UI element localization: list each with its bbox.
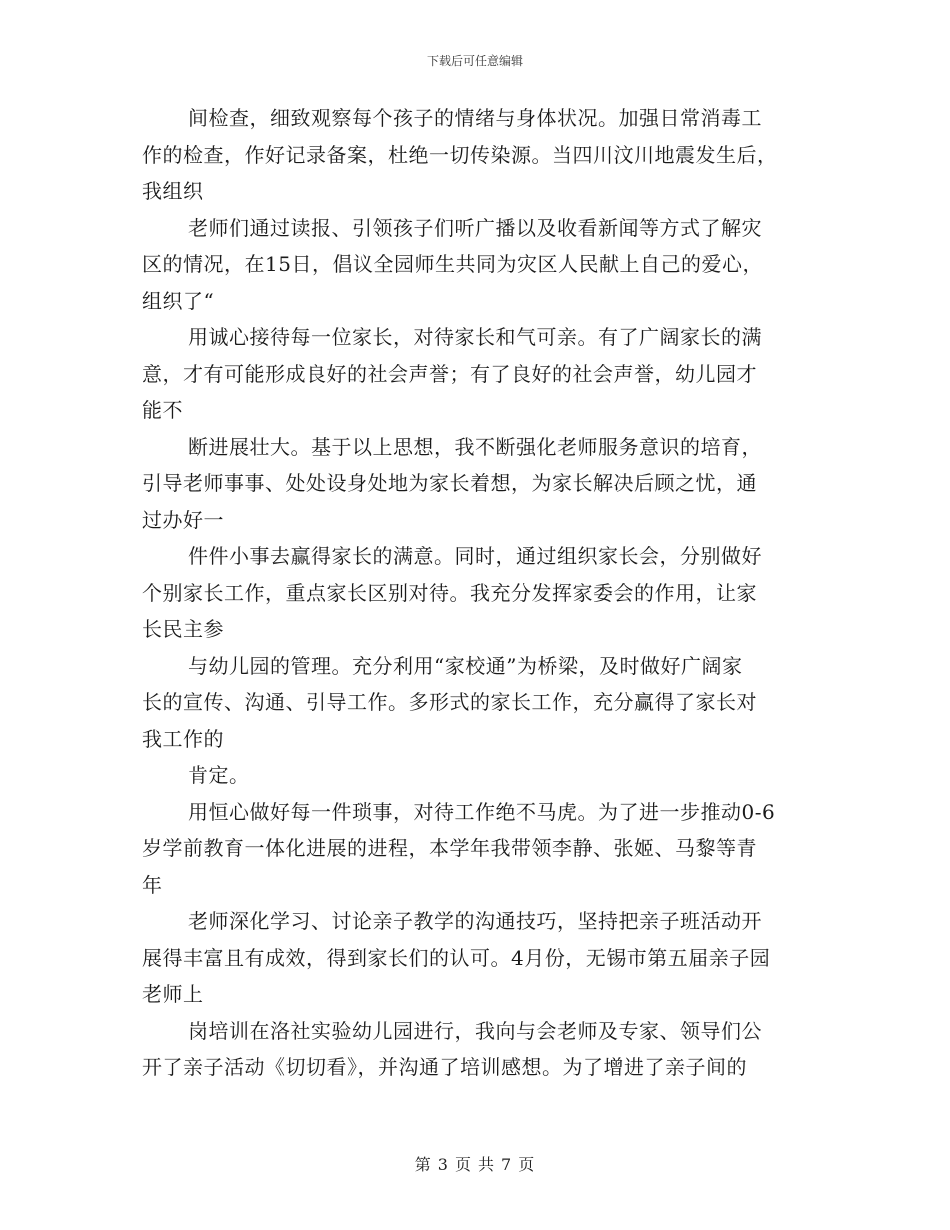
text-line: 岁学前教育一体化进展的进程，本学年我带领李静、张姬、马黎等青 <box>142 836 757 860</box>
paragraph <box>142 100 822 210</box>
text-line: 个别家长工作，重点家长区别对待。我充分发挥家委会的作用，让家 <box>142 580 757 605</box>
page-label-mid: 页 <box>454 1155 472 1174</box>
paragraph <box>142 210 822 320</box>
text-line: 岗培训在洛社实验幼儿园进行，我向与会老师及专家、领导们公 <box>188 1018 762 1043</box>
page-label-prefix: 第 <box>414 1155 432 1174</box>
page-total-number: 7 <box>501 1155 513 1174</box>
paragraph <box>142 794 822 904</box>
paragraph <box>142 319 822 429</box>
paragraph <box>142 757 822 794</box>
text-line: 长的宣传、沟通、引导工作。多形式的家长工作，充分赢得了家长对 <box>142 690 757 714</box>
page-total-prefix: 共 <box>478 1155 496 1174</box>
page-label-suffix: 页 <box>518 1155 536 1174</box>
text-line: 我组织 <box>142 179 204 203</box>
page-header-note: 下载后可任意编辑 <box>426 54 523 68</box>
page-current-number: 3 <box>437 1155 449 1174</box>
page-number-footer <box>0 1152 950 1175</box>
document-body <box>142 100 822 1086</box>
text-line: 引导老师事事、处处设身处地为家长着想，为家长解决后顾之忧，通 <box>142 471 757 495</box>
text-line: 间检查，细致观察每个孩子的情绪与身体状况。加强日常消毒工 <box>188 106 762 130</box>
text-line: 长民主参 <box>142 617 224 641</box>
text-line: 我工作的 <box>142 726 224 751</box>
text-line: 区的情况，在15日，倡议全园师生共同为灾区人民献上自己的爱心， <box>142 252 763 276</box>
paragraph <box>142 648 822 758</box>
text-line: 意，才有可能形成良好的社会声誉；有了良好的社会声誉，幼儿园才 <box>142 361 757 386</box>
text-line: 老师们通过读报、引领孩子们听广播以及收看新闻等方式了解灾 <box>188 215 762 240</box>
text-line: 与幼儿园的管理。充分利用“家校通”为桥梁，及时做好广阔家 <box>188 653 743 678</box>
text-line: 老师深化学习、讨论亲子教学的沟通技巧，坚持把亲子班活动开 <box>188 909 762 933</box>
text-line: 用诚心接待每一位家长，对待家长和气可亲。有了广阔家长的满 <box>188 325 762 349</box>
text-line: 年 <box>142 872 163 897</box>
text-line: 断进展壮大。基于以上思想，我不断强化老师服务意识的培育， <box>188 434 762 459</box>
text-line: 能不 <box>142 398 183 422</box>
text-line: 组织了“ <box>142 288 215 313</box>
paragraph <box>142 903 822 1013</box>
text-line: 件件小事去赢得家长的满意。同时，通过组织家长会，分别做好 <box>188 544 762 568</box>
paragraph <box>142 429 822 539</box>
text-line: 开了亲子活动《切切看》，并沟通了培训感想。为了增进了亲子间的 <box>142 1055 747 1079</box>
text-line: 作的检查，作好记录备案，杜绝一切传染源。当四川汶川地震发生后， <box>142 142 778 167</box>
paragraph <box>142 1013 822 1086</box>
text-line: 过办好一 <box>142 507 224 532</box>
paragraph <box>142 538 822 648</box>
text-line: 老师上 <box>142 982 204 1006</box>
text-line: 用恒心做好每一件琐事，对待工作绝不马虎。为了进一步推动0-6 <box>188 799 776 824</box>
text-line: 展得丰富且有成效，得到家长们的认可。4月份，无锡市第五届亲子园 <box>142 945 771 970</box>
text-line: 肯定。 <box>188 763 250 787</box>
